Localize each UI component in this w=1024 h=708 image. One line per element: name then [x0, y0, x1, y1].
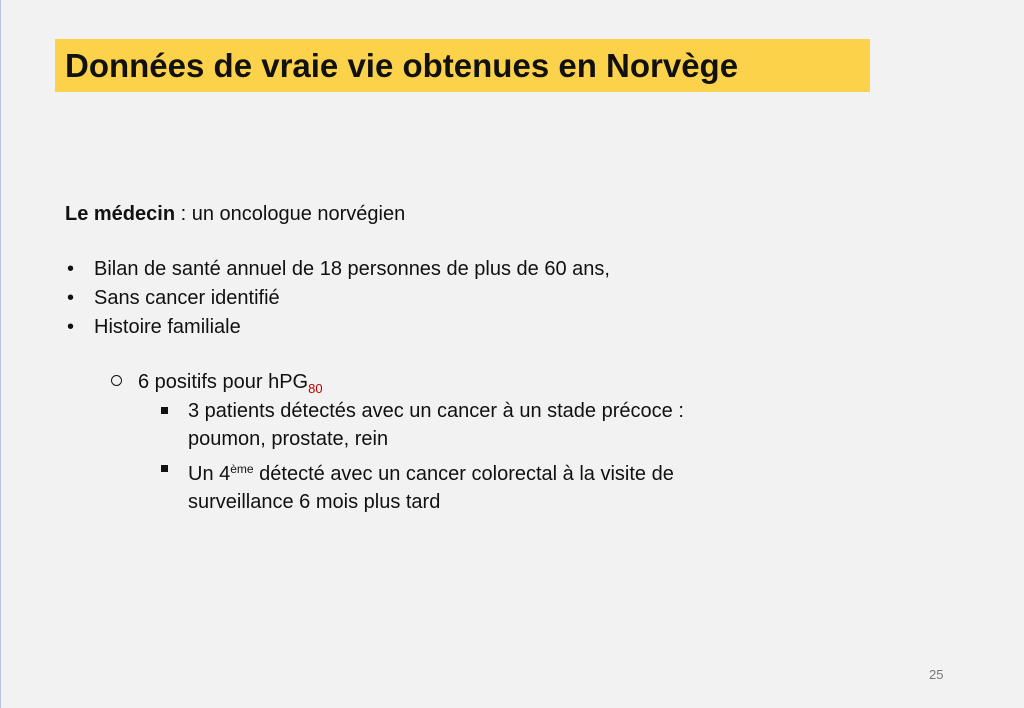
bullet-item: [65, 257, 610, 286]
bullet-item: [65, 315, 610, 344]
intro-text: : un oncologue norvégien: [175, 203, 406, 225]
intro-label: Le médecin: [65, 203, 176, 225]
title-bar: [55, 39, 870, 92]
sub-item-text: 6 positifs pour hPG: [138, 371, 309, 393]
bullet-text: Sans cancer identifié: [94, 287, 280, 309]
bullet-text: Histoire familiale: [94, 316, 241, 338]
bullet-text: Bilan de santé annuel de 18 personnes de plus de 60 ans,: [94, 258, 610, 280]
sub-sub-item: [159, 455, 684, 516]
bullet-dot-icon: •: [67, 316, 75, 338]
sub-sub-item-prefix: Un 4: [188, 463, 231, 485]
sub-item-subscript: 80: [308, 381, 323, 396]
circle-bullet-icon: [111, 375, 122, 386]
bullet-dot-icon: •: [67, 258, 75, 280]
bullet-list: [65, 257, 610, 344]
square-bullet-icon: [161, 465, 168, 472]
slide-title: Données de vraie vie obtenues en Norvège: [65, 47, 739, 84]
bullet-dot-icon: •: [67, 287, 75, 309]
sub-sub-item: [159, 397, 684, 453]
bullet-item: [65, 286, 610, 315]
sub-sub-item-line1: détecté avec un cancer colorectal à la visite de: [253, 463, 674, 485]
intro-line: [65, 202, 405, 226]
sub-sub-item-superscript: ème: [230, 462, 254, 476]
page-number: 25: [929, 667, 944, 682]
sub-sub-list: [159, 397, 684, 518]
sub-sub-item-line2: poumon, prostate, rein: [188, 428, 389, 450]
sub-sub-item-line2: surveillance 6 mois plus tard: [188, 491, 441, 513]
sub-sub-item-line1: 3 patients détectés avec un cancer à un stade précoce :: [188, 400, 684, 422]
square-bullet-icon: [161, 407, 168, 414]
